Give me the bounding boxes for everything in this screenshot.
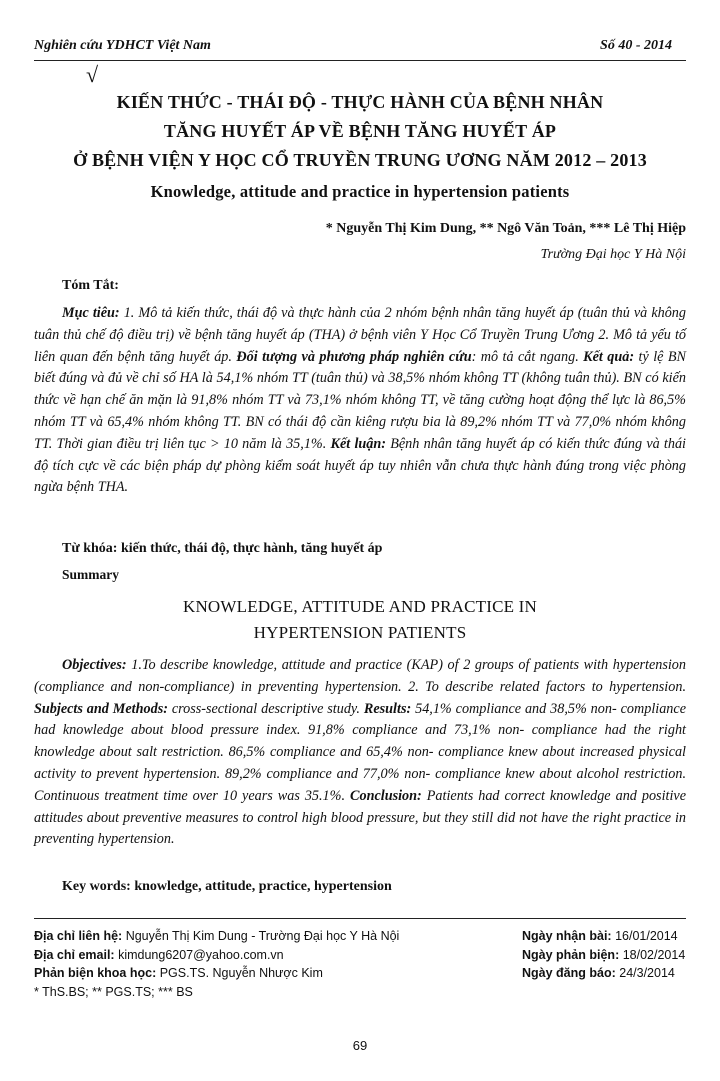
abstract-vietnamese (34, 303, 686, 499)
value: Nguyễn Thị Kim Dung - Trường Đại học Y Hà Nội (122, 929, 400, 943)
label: Kết luận: (330, 435, 386, 452)
title-line-2: TĂNG HUYẾT ÁP VỀ BỆNH TĂNG HUYẾT ÁP (163, 121, 557, 141)
text: : mô tả cắt ngang. (471, 348, 584, 365)
email: kimdung6207@yahoo.com.vn (114, 947, 284, 962)
label: Ngày nhận bài: (522, 929, 612, 943)
label: Subjects and Methods: (34, 700, 168, 717)
subtitle: Knowledge, attitude and practice in hypertension patients (150, 182, 570, 201)
label: Ngày đăng báo: (522, 966, 616, 980)
label: Đối tượng và phương pháp nghiên cứu (236, 348, 472, 365)
text: Bệnh nhân tăng huyết áp có kiến thức đúng và thái độ tích cực về các biện pháp dự phòng kiểm soát huyết áp tuy nhiên vẫn chưa thực hành đúng trong việc phòng ngừa bệnh THA. (34, 435, 686, 496)
value: 18/02/2014 (619, 947, 686, 962)
label: Kết quả: (583, 348, 635, 365)
dates-info (522, 927, 685, 983)
abstract-heading: Tóm Tắt: (62, 278, 119, 293)
title-line-3: Ở BỆNH VIỆN Y HỌC CỔ TRUYỀN TRUNG ƯƠNG NĂM 2012 – 2013 (73, 150, 647, 170)
text: Patients had correct knowledge and positive attitudes about preventive measures to control high blood pressure, but they still did not have the right practice in preventing hypertension. (34, 787, 686, 848)
label: Conclusion: (350, 787, 422, 804)
footer-rule (34, 918, 686, 919)
text: 1.To describe knowledge, attitude and practice (KAP) of 2 groups of patients with hypertension (compliance and non-compliance) in preventing hypertension. 2. To describe related factors to hypertension. (34, 657, 686, 695)
journal-name: Nghiên cứu YDHCT Việt Nam (34, 38, 211, 53)
text: 1. Mô tả kiến thức, thái độ và thực hành của 2 nhóm bệnh nhân tăng huyết áp (tuân thủ và không tuân thủ chế độ điều trị) về bệnh tăng huyết áp (THA) ở bệnh viên Y Học Cổ Truyền Trung Ương 2. Mô tả yếu tố liên quan đến bệnh tăng huyết áp. (34, 305, 686, 365)
text: 54,1% compliance and 38,5% non- compliance had knowledge about blood pressure index. 91,8% compliance and 73,1% non- compliance had the right knowledge about salt restriction. 86,5% compliance and 65,4% non- compliance knew about increased physical activity to prevent hypertension. 89,2% compliance and 77,0% non- compliance knew about alcohol restriction. Continuous treatment time over 10 years was 35.1%. (34, 700, 686, 804)
summary-title-1: KNOWLEDGE, ATTITUDE AND PRACTICE IN (182, 597, 538, 616)
keywords-vi: Từ khóa: kiến thức, thái độ, thực hành, tăng huyết áp (62, 541, 383, 556)
abstract-english (34, 655, 686, 851)
value: 24/3/2014 (615, 966, 675, 980)
keywords-en: Key words: knowledge, attitude, practice, hypertension (62, 879, 392, 894)
label: Ngày phản biện: (522, 947, 620, 962)
value: 16/01/2014 (611, 929, 678, 943)
text: tỷ lệ BN biết đúng và đủ về chỉ số HA là 54,1% nhóm TT (tuân thủ) và 38,5% nhóm không TT (không tuân thủ). BN có kiến thức về hạn chế ăn mặn là 91,8% nhóm TT và 73,1% nhóm không TT, về tăng cường hoạt động thể lực là 86,5% nhóm TT và 65,4% nhóm không TT. BN có thái độ cần kiêng rượu bia là 89,2% nhóm TT và 77,0% nhóm không TT. Thời gian điều trị liên tục > 10 năm là 35,1%. (34, 348, 686, 452)
degrees: * ThS.BS; ** PGS.TS; *** BS (34, 984, 193, 999)
contact-info (34, 927, 399, 1001)
label: Phản biện khoa học: (34, 966, 157, 980)
page-number: 69 (352, 1038, 368, 1053)
issue-number: Số 40 - 2014 (600, 38, 672, 53)
affiliation: Trường Đại học Y Hà Nội (540, 247, 686, 262)
text: cross-sectional descriptive study. (167, 700, 364, 717)
label: Địa chỉ liên hệ: (34, 929, 123, 943)
title-line-1: KIẾN THỨC - THÁI ĐỘ - THỰC HÀNH CỦA BỆNH NHÂN (116, 92, 604, 112)
authors: * Nguyễn Thị Kim Dung, ** Ngô Văn Toản, *** Lê Thị Hiệp (325, 221, 686, 236)
summary-title-2: HYPERTENSION PATIENTS (253, 623, 467, 642)
header-rule (34, 60, 686, 61)
label: Objectives: (62, 657, 127, 673)
check-mark-icon: √ (86, 62, 99, 87)
label: Results: (363, 700, 412, 717)
value: PGS.TS. Nguyễn Nhược Kim (156, 966, 323, 980)
summary-label: Summary (62, 567, 119, 582)
label: Địa chỉ email: (34, 947, 115, 962)
label: Mục tiêu: (62, 305, 120, 321)
